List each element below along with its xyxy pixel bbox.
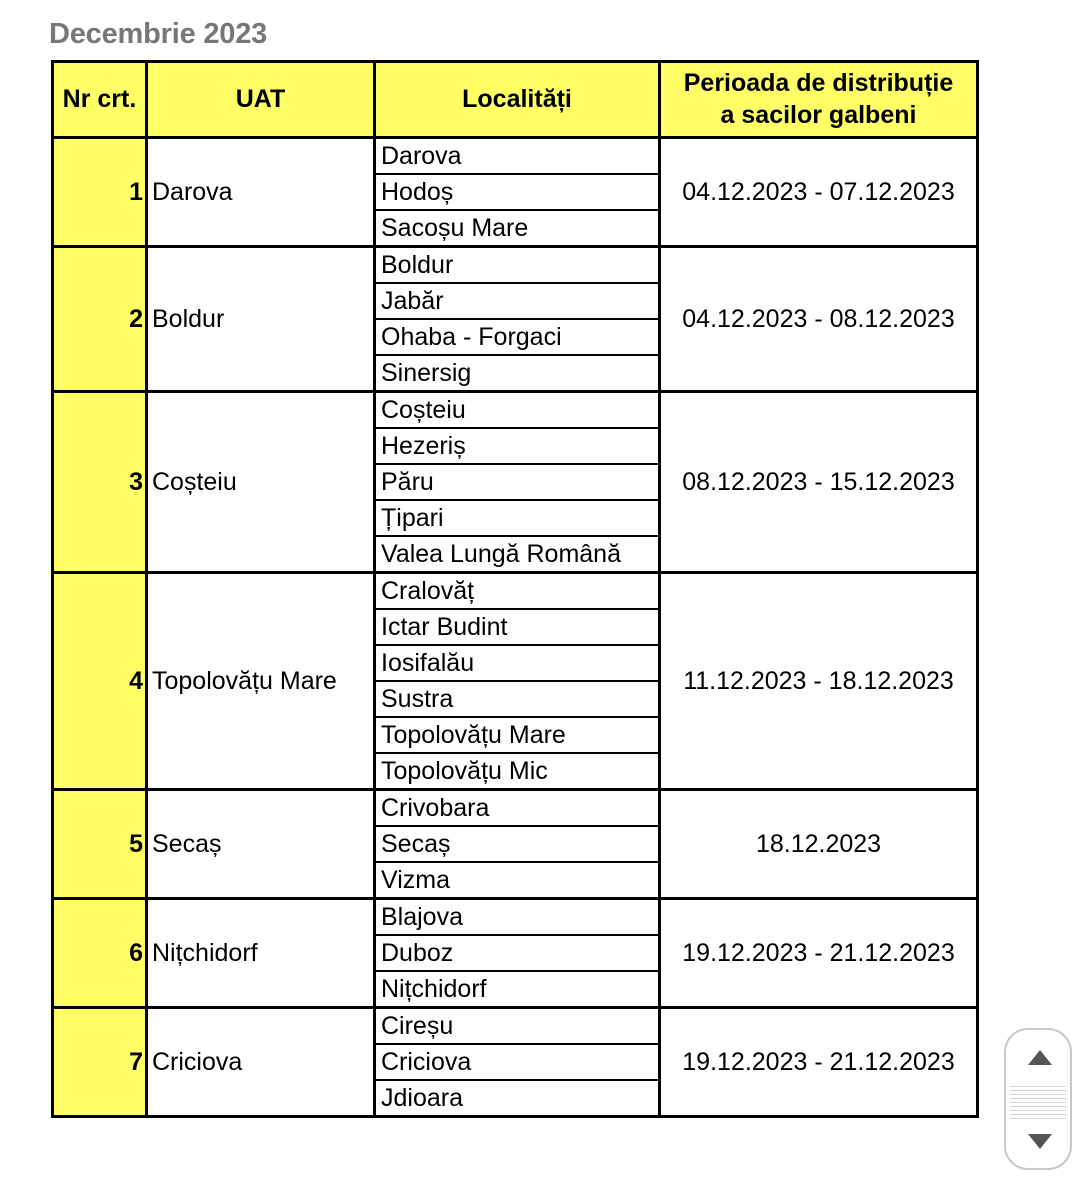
header-nr: Nr crt. — [53, 62, 147, 138]
distribution-table — [51, 60, 979, 1118]
localitate-cell: Cireșu — [375, 1008, 660, 1045]
table-row — [53, 392, 978, 429]
localitate-cell: Ictar Budint — [375, 609, 660, 645]
localitate-cell: Hodoș — [375, 174, 660, 210]
table-row — [53, 247, 978, 284]
header-perioada-line2: a sacilor galbeni — [720, 100, 917, 129]
row-number: 3 — [53, 392, 147, 573]
localitate-cell: Păru — [375, 464, 660, 500]
localitate-cell: Hezeriș — [375, 428, 660, 464]
localitate-cell: Cralovăț — [375, 573, 660, 610]
uat-cell: Criciova — [147, 1008, 375, 1117]
row-number: 2 — [53, 247, 147, 392]
header-uat: UAT — [147, 62, 375, 138]
table-header-row — [53, 62, 978, 138]
header-perioada — [660, 62, 978, 138]
localitate-cell: Valea Lungă Română — [375, 536, 660, 573]
perioada-cell: 18.12.2023 — [660, 790, 978, 899]
perioada-cell: 19.12.2023 - 21.12.2023 — [660, 1008, 978, 1117]
arrow-down-icon[interactable] — [1028, 1134, 1052, 1149]
perioada-cell: 11.12.2023 - 18.12.2023 — [660, 573, 978, 790]
localitate-cell: Boldur — [375, 247, 660, 284]
localitate-cell: Coșteiu — [375, 392, 660, 429]
localitate-cell: Sinersig — [375, 355, 660, 392]
localitate-cell: Duboz — [375, 935, 660, 971]
row-number: 1 — [53, 138, 147, 247]
localitate-cell: Nițchidorf — [375, 971, 660, 1008]
header-perioada-line1: Perioada de distribuție — [683, 69, 954, 98]
header-localitati: Localități — [375, 62, 660, 138]
uat-cell: Boldur — [147, 247, 375, 392]
localitate-cell: Ohaba - Forgaci — [375, 319, 660, 355]
uat-cell: Nițchidorf — [147, 899, 375, 1008]
localitate-cell: Topolovățu Mic — [375, 753, 660, 790]
row-number: 4 — [53, 573, 147, 790]
uat-cell: Topolovățu Mare — [147, 573, 375, 790]
perioada-cell: 04.12.2023 - 08.12.2023 — [660, 247, 978, 392]
localitate-cell: Jdioara — [375, 1080, 660, 1117]
row-number: 5 — [53, 790, 147, 899]
row-number: 6 — [53, 899, 147, 1008]
arrow-up-icon[interactable] — [1028, 1050, 1052, 1065]
uat-cell: Darova — [147, 138, 375, 247]
localitate-cell: Jabăr — [375, 283, 660, 319]
scroll-widget[interactable] — [1004, 1028, 1072, 1170]
table-row — [53, 790, 978, 827]
row-number: 7 — [53, 1008, 147, 1117]
uat-cell: Coșteiu — [147, 392, 375, 573]
perioada-cell: 19.12.2023 - 21.12.2023 — [660, 899, 978, 1008]
table-row — [53, 573, 978, 610]
localitate-cell: Criciova — [375, 1044, 660, 1080]
table-body — [53, 138, 978, 1117]
localitate-cell: Darova — [375, 138, 660, 175]
perioada-cell: 04.12.2023 - 07.12.2023 — [660, 138, 978, 247]
uat-cell: Secaș — [147, 790, 375, 899]
localitate-cell: Țipari — [375, 500, 660, 536]
perioada-cell: 08.12.2023 - 15.12.2023 — [660, 392, 978, 573]
localitate-cell: Secaș — [375, 826, 660, 862]
localitate-cell: Sustra — [375, 681, 660, 717]
localitate-cell: Vizma — [375, 862, 660, 899]
table-row — [53, 1008, 978, 1045]
localitate-cell: Sacoșu Mare — [375, 210, 660, 247]
table-row — [53, 899, 978, 936]
scroll-grip[interactable] — [1010, 1086, 1066, 1120]
localitate-cell: Crivobara — [375, 790, 660, 827]
localitate-cell: Iosifalău — [375, 645, 660, 681]
localitate-cell: Blajova — [375, 899, 660, 936]
table-row — [53, 138, 978, 175]
page-title: Decembrie 2023 — [49, 18, 268, 50]
localitate-cell: Topolovățu Mare — [375, 717, 660, 753]
